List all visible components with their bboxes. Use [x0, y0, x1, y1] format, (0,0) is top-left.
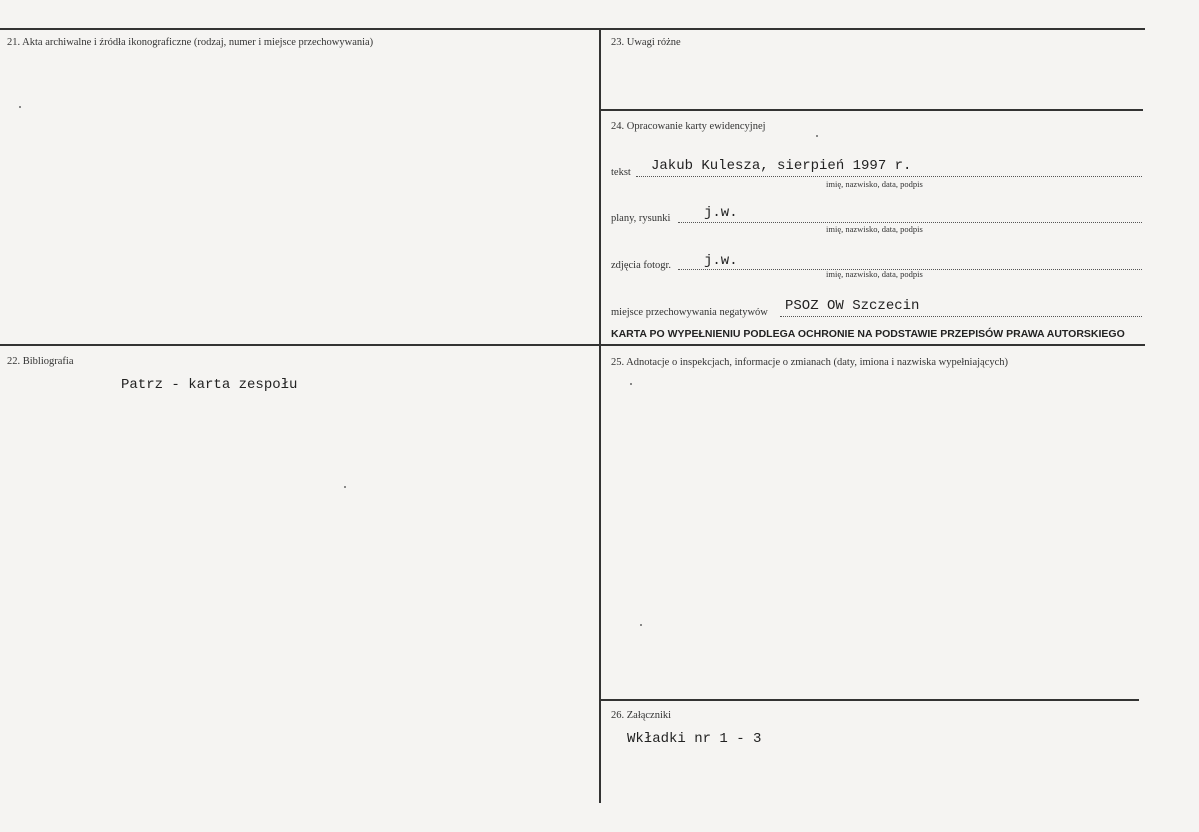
section-26-label: 26. Załączniki [611, 710, 672, 721]
center-divider [599, 28, 601, 803]
section-22-value: Patrz - karta zespołu [121, 377, 298, 393]
row-zdjecia-value: j.w. [704, 253, 738, 269]
row-negatywy-line [780, 315, 1142, 317]
paper-speck [344, 486, 346, 488]
row-negatywy-value: PSOZ OW Szczecin [785, 298, 920, 314]
divider-25-26 [601, 699, 1139, 701]
row-plany-caption: imię, nazwisko, data, podpis [826, 224, 923, 234]
copyright-notice: KARTA PO WYPEŁNIENIU PODLEGA OCHRONIE NA PODSTAWIE PRZEPISÓW PRAWA AUTORSKIEGO [611, 328, 1125, 340]
section-21-label: 21. Akta archiwalne i źródła ikonograficzne (rodzaj, numer i miejsce przechowywania) [7, 37, 374, 48]
paper-speck [630, 383, 632, 385]
top-border [0, 28, 1145, 30]
row-tekst-line [636, 175, 1142, 177]
row-zdjecia-label: zdjęcia fotogr. [611, 260, 672, 271]
section-24-label: 24. Opracowanie karty ewidencyjnej [611, 121, 766, 132]
row-negatywy-label: miejsce przechowywania negatywów [611, 307, 768, 318]
paper-speck [640, 624, 642, 626]
row-plany-line [678, 221, 1142, 223]
row-tekst-caption: imię, nazwisko, data, podpis [826, 179, 923, 189]
divider-23-24 [601, 109, 1143, 111]
section-22-label: 22. Bibliografia [7, 356, 74, 367]
paper-speck [19, 106, 21, 108]
row-tekst-value: Jakub Kulesza, sierpień 1997 r. [651, 158, 912, 174]
section-23-label: 23. Uwagi różne [611, 37, 681, 48]
middle-border [0, 344, 1145, 346]
row-zdjecia-caption: imię, nazwisko, data, podpis [826, 269, 923, 279]
row-plany-label: plany, rysunki [611, 213, 671, 224]
paper-speck [816, 135, 818, 137]
row-plany-value: j.w. [704, 205, 738, 221]
section-25-label: 25. Adnotacje o inspekcjach, informacje o zmianach (daty, imiona i nazwiska wypełniających) [611, 357, 1009, 368]
section-26-value: Wkładki nr 1 - 3 [627, 731, 762, 747]
row-tekst-label: tekst [611, 167, 631, 178]
